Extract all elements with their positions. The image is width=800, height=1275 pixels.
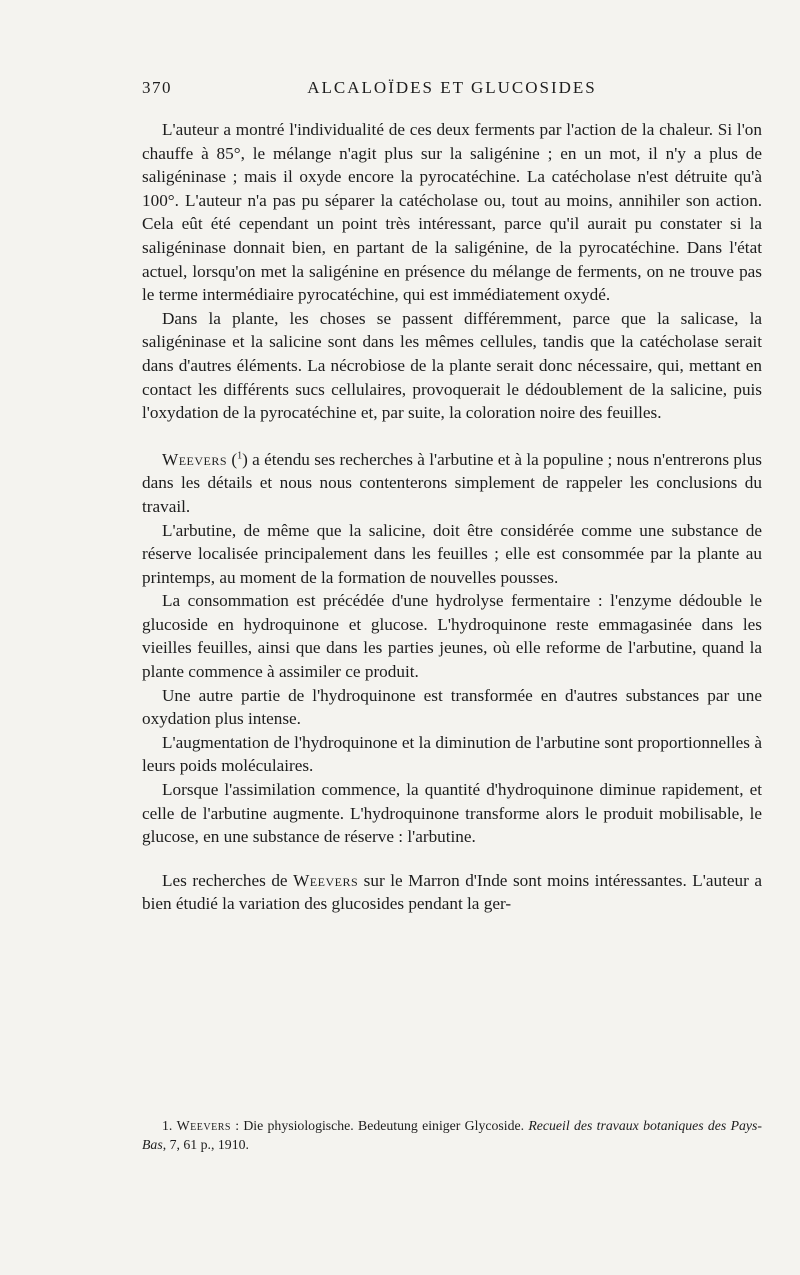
paragraph: L'augmentation de l'hydroquinone et la diminution de l'arbutine sont proportionnelles à leurs poids moléculaires.	[142, 732, 762, 776]
journal-title: Recueil des travaux botaniques des Pays-Bas	[142, 1118, 762, 1152]
paragraph-weevers: Weevers ($^1$) a étendu ses recherches à l'arbutine et à la populine ; nous n'entrerons plus dans les détails et nous nous contenterons simplement de rappeler les conclusions du travail.	[142, 449, 762, 516]
paragraph: Lorsque l'assimilation commence, la quantité d'hydroquinone diminue rapidement, et celle de l'arbutine augmente. L'hydroquinone transforme alors le produit mobilisable, le glucose, en une substance de réserve : l'arbutine.	[142, 780, 762, 847]
author-name: Weevers	[293, 870, 359, 890]
footnotes	[142, 1116, 762, 1154]
footnote-author: Weevers	[176, 1118, 231, 1133]
running-title: ALCALOÏDES ET GLUCOSIDES	[307, 78, 597, 97]
footnote-reference: ($^1$)	[227, 449, 248, 469]
paragraph: Une autre partie de l'hydroquinone est transformée en d'autres substances par une oxydation plus intense.	[142, 685, 762, 729]
page-number: 370	[142, 78, 172, 97]
paragraph: L'auteur a montré l'individualité de ces deux ferments par l'action de la chaleur. Si l'on chauffe à 85°, le mélange n'agit plus sur la saligénine ; en un mot, il n'y a plus de saligéninase ; mais il oxyde encore la pyrocatéchine. La catécholase n'est détruite qu'à 100°. L'auteur n'a pas pu séparer la catécholase ou, tout au moins, annihiler son action. Cela eût été cependant un point très intéressant, parce qu'il aurait pu constater si la saligéninase donnait bien, en partant de la saligénine, de la pyrocatéchine. Dans l'état actuel, lorsqu'on met la saligénine en présence du mélange de ferments, on ne trouve pas le terme intermédiaire pyrocatéchine, qui est immédiatement oxydé.	[142, 120, 762, 305]
author-name: Weevers	[162, 449, 228, 469]
running-head	[142, 78, 762, 102]
body-text	[142, 118, 762, 916]
paragraph: Dans la plante, les choses se passent différemment, parce que la salicase, la saligéninase et la salicine sont dans les mêmes cellules, tandis que la catécholase serait dans d'autres éléments. La nécrobiose de la plante serait donc nécessaire, qui, mettant en contact les différents sucs cellulaires, provoquerait le dédoublement de la salicine, puis l'oxydation de la pyrocatéchine et, par suite, la coloration noire des feuilles.	[142, 308, 762, 423]
paragraph: L'arbutine, de même que la salicine, doit être considérée comme une substance de réserve localisée principalement dans les feuilles ; elle est consommée par la plante au printemps, au moment de la formation de nouvelles pousses.	[142, 520, 762, 587]
paragraph-marron: Les recherches de Weevers sur le Marron d'Inde sont moins intéressantes. L'auteur a bien étudié la variation des glucosides pendant la ger-	[142, 870, 762, 914]
paragraph: La consommation est précédée d'une hydrolyse fermentaire : l'enzyme dédouble le glucoside en hydroquinone et glucose. L'hydroquinone reste emmagasinée dans les vieilles feuilles, ainsi que dans les parties jeunes, où elle reforme de l'arbutine, quand la plante commence à assimiler ce produit.	[142, 591, 762, 682]
footnote: 1. Weevers : Die physiologische. Bedeutung einiger Glycoside. Recueil des travaux botaniques des Pays-Bas, 7, 61 p., 1910.	[142, 1118, 762, 1152]
